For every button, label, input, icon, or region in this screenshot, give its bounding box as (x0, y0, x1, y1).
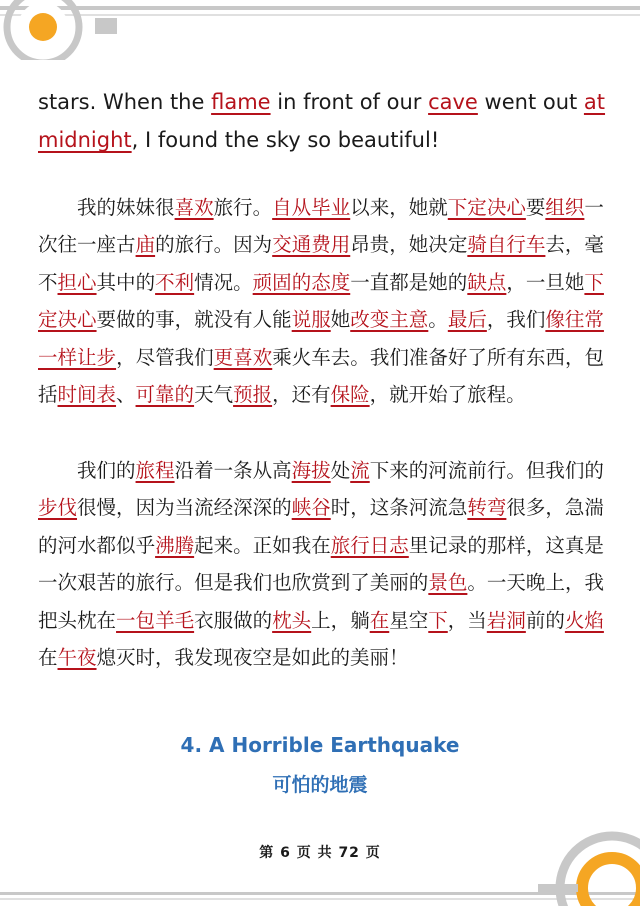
bottom-ornament (0, 826, 640, 906)
chinese-paragraph-2 (38, 452, 604, 677)
text-run: 在 (38, 646, 58, 669)
vocab-term: at midnight (38, 90, 606, 152)
vocab-term: 可靠的 (135, 383, 195, 406)
chapter-title: 4. A Horrible Earthquake (180, 733, 460, 757)
vocab-term: 流 (350, 458, 370, 482)
vocab-term: 景色 (428, 571, 468, 594)
vocab-term: 海拔 (291, 458, 331, 482)
text-run: 我们的 (77, 458, 136, 482)
text-run: 上，躺 (311, 608, 370, 632)
vocab-term: 枕头 (272, 608, 312, 632)
text-run: 很慢，因为当流经深深的 (77, 496, 292, 519)
vocab-term: 担心 (57, 270, 97, 294)
text-run: ，还有 (272, 383, 331, 406)
text-run: ，当 (447, 608, 487, 632)
text-run: 要做的事，就没有人能 (96, 308, 292, 331)
text-run: 一次往一座古 (38, 195, 604, 256)
text-run: 乘火车去。我们准备好了所有东西，包括 (38, 345, 604, 406)
vocab-term: 缺点 (467, 270, 507, 294)
page-number: 第 6 页 共 72 页 (259, 845, 381, 861)
text-run: 她 (330, 308, 351, 331)
vocab-term: 午夜 (57, 646, 97, 669)
text-run: 旅行。 (213, 195, 273, 219)
text-run: 衣服做的 (194, 608, 273, 632)
vocab-term: 沸腾 (155, 533, 195, 557)
vocab-term: 一包羊毛 (116, 608, 195, 632)
text-run: 前的 (525, 608, 565, 632)
text-run: ，尽管我们 (116, 345, 214, 369)
vocab-term: 旅行日志 (330, 533, 409, 557)
text-run: 天气 (194, 383, 234, 406)
text-run: 去，毫不 (38, 233, 604, 294)
vocab-term: cave (428, 90, 478, 114)
text-run: 、 (116, 383, 136, 406)
vocab-term: 顽固的态度 (252, 270, 351, 294)
vocab-term: 转弯 (467, 496, 507, 519)
text-run: 沿着一条从高 (174, 458, 292, 482)
text-run: 以来，她就 (350, 195, 448, 219)
text-run: stars. When the (38, 90, 212, 114)
vocab-term: 保险 (330, 383, 370, 406)
vocab-term: 不利 (155, 270, 195, 294)
text-run: 我的妹妹很 (77, 195, 175, 219)
vocab-term: 喜欢 (174, 195, 214, 219)
text-run: , I found the sky so beautiful! (131, 128, 440, 152)
vocab-term: 组织 (545, 195, 585, 219)
text-run: 下来的河流前行。但我们的 (369, 458, 604, 482)
vocab-term: 火焰 (564, 608, 604, 632)
vocab-term: 更喜欢 (213, 345, 273, 369)
vocab-term: 改变主意 (350, 308, 429, 331)
text-run: 其中的 (96, 270, 156, 294)
vocab-term: 在 (369, 608, 390, 632)
vocab-term: 下定决心 (38, 270, 604, 331)
chinese-paragraph-1 (38, 189, 604, 414)
text-run: 里记录的那样，这真是一次艰苦的旅行。但是我们也欣赏到了美丽的 (38, 533, 604, 594)
vocab-term: 岩洞 (486, 608, 526, 632)
vocab-term: 步伐 (38, 496, 78, 519)
text-run: ，就开始了旅程。 (369, 383, 526, 406)
text-run: 。一天晚上，我把头枕在 (38, 571, 604, 632)
vocab-term: 时间表 (57, 383, 117, 406)
text-run: 星空 (389, 608, 429, 632)
text-run: 处 (330, 458, 351, 482)
vocab-term: 自从毕业 (272, 195, 351, 219)
vocab-term: 说服 (291, 308, 331, 331)
text-run: 起来。正如我在 (194, 533, 331, 557)
text-run: ，一旦她 (506, 270, 585, 294)
text-run: ，我们 (486, 308, 546, 331)
vocab-term: flame (211, 90, 271, 114)
text-run: 要 (525, 195, 546, 219)
text-run: 很多，急湍的河水都似乎 (38, 496, 604, 557)
text-run: 一直都是她的 (350, 270, 468, 294)
vocab-term: 交通费用 (272, 233, 351, 256)
text-run: 昂贵，她决定 (350, 233, 468, 256)
vocab-term: 旅程 (135, 458, 175, 482)
vocab-term: 像往常一样让步 (38, 308, 604, 369)
text-run: went out (477, 90, 584, 114)
vocab-term: 下 (428, 608, 448, 632)
vocab-term: 预报 (233, 383, 273, 406)
vocab-term: 峡谷 (291, 496, 331, 519)
vocab-term: 庙 (135, 233, 156, 256)
text-run: 的旅行。因为 (155, 233, 273, 256)
text-run: 时，这条河流急 (330, 496, 468, 519)
text-run: 熄灭时，我发现夜空是如此的美丽！ (96, 646, 409, 669)
text-run: 。 (428, 308, 448, 331)
top-ornament (0, 0, 640, 60)
english-paragraph (38, 83, 608, 159)
vocab-term: 最后 (447, 308, 487, 331)
text-run: in front of our (270, 90, 429, 114)
vocab-term: 下定决心 (447, 195, 526, 219)
vocab-term: 骑自行车 (467, 233, 546, 256)
text-run: 情况。 (194, 270, 253, 294)
chapter-subtitle: 可怕的地震 (272, 774, 368, 796)
